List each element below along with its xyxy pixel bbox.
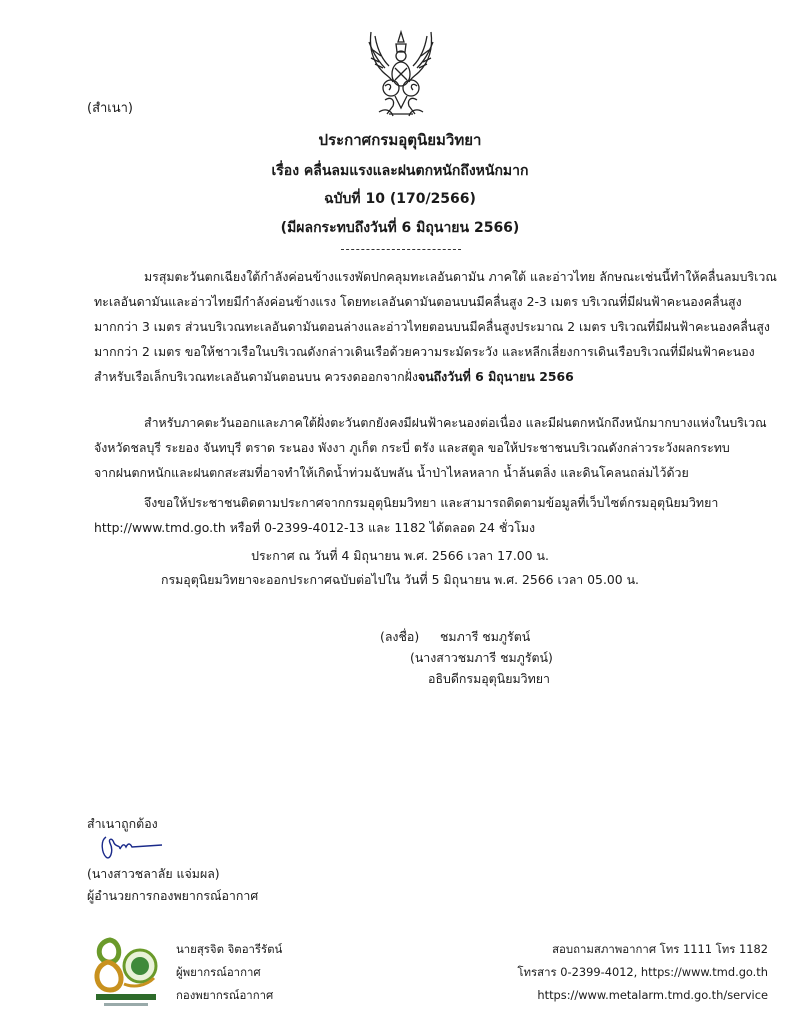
certifier-name: (นางสาวชลาลัย แจ่มผล) bbox=[87, 866, 220, 881]
announcement-effective-date: (มีผลกระทบถึงวันที่ 6 มิถุนายน 2566) bbox=[280, 220, 520, 236]
paragraph-line: จังหวัดชลบุรี ระยอง จันทบุรี ตราด ระนอง พังงา ภูเก็ต กระบี่ ตรัง และสตูล ขอให้ประชาชนบริเวณดังกล่าวระวังผลกระทบ bbox=[94, 440, 730, 455]
paragraph-line: มรสุมตะวันตกเฉียงใต้กำลังค่อนข้างแรงพัดปกคลุมทะเลอันดามัน ภาคใต้ และอ่าวไทย ลักษณะเช่นนี้ทำให้คลื่นลมบริเวณ bbox=[144, 269, 777, 284]
paragraph-emphasis: จนถึงวันที่ 6 มิถุนายน 2566 bbox=[417, 369, 574, 384]
signatory-position: อธิบดีกรมอุตุนิยมวิทยา bbox=[428, 671, 550, 686]
garuda-emblem-icon bbox=[365, 28, 437, 120]
announced-at: ประกาศ ณ วันที่ 4 มิถุนายน พ.ศ. 2566 เวลา 17.00 น. bbox=[251, 548, 549, 563]
signatory-full-name: (นางสาวชมภารี ชมภูรัตน์) bbox=[410, 650, 553, 665]
dashed-separator bbox=[341, 249, 461, 250]
paragraph-line bbox=[94, 364, 714, 389]
paragraph-line: ทะเลอันดามันและอ่าวไทยมีกำลังค่อนข้างแรง โดยทะเลอันดามันตอนบนมีคลื่นสูง 2-3 เมตร บริเวณที่มีฝนฟ้าคะนองคลื่นสูง bbox=[94, 294, 742, 309]
contact-info bbox=[517, 938, 768, 1007]
paragraph-line: จากฝนตกหนักและฝนตกสะสมที่อาจทำให้เกิดน้ำท่วมฉับพลัน น้ำป่าไหลหลาก น้ำล้นตลิ่ง และดินโคลนถล่มไว้ด้วย bbox=[94, 465, 689, 480]
fax-and-website: โทรสาร 0-2399-4012, https://www.tmd.go.th bbox=[517, 965, 768, 979]
signatory-name: ชมภารี ชมภูรัตน์ bbox=[440, 629, 531, 644]
forecaster-info bbox=[176, 938, 282, 1007]
tmd-80-anniversary-logo-icon bbox=[88, 934, 164, 1010]
copy-mark: (สำเนา) bbox=[87, 101, 134, 116]
paragraph-rain-warning bbox=[94, 410, 767, 485]
next-issue: กรมอุตุนิยมวิทยาจะออกประกาศฉบับต่อไปใน วันที่ 5 มิถุนายน พ.ศ. 2566 เวลา 05.00 น. bbox=[160, 572, 639, 587]
forecaster-role: ผู้พยากรณ์อากาศ bbox=[176, 965, 261, 979]
forecaster-name: นายสุรจิต จิตอารีรัตน์ bbox=[176, 942, 283, 956]
forecaster-division: กองพยากรณ์อากาศ bbox=[176, 988, 274, 1002]
announcement-subject: เรื่อง คลื่นลมแรงและฝนตกหนักถึงหนักมาก bbox=[271, 163, 529, 179]
paragraph-line: จึงขอให้ประชาชนติดตามประกาศจากกรมอุตุนิยมวิทยา และสามารถติดตามข้อมูลที่เว็บไซต์กรมอุตุนิยมวิทยา bbox=[144, 495, 719, 510]
metalarm-link[interactable]: https://www.metalarm.tmd.go.th/service bbox=[537, 988, 768, 1002]
paragraph-contact bbox=[94, 490, 719, 540]
paragraph-line: สำหรับภาคตะวันออกและภาคใต้ฝั่งตะวันตกยังคงมีฝนฟ้าคะนองต่อเนื่อง และมีฝนตกหนักถึงหนักมากบางแห่งในบริเวณ bbox=[144, 415, 767, 430]
weather-hotline: สอบถามสภาพอากาศ โทร 1111 โทร 1182 bbox=[552, 942, 768, 956]
handwritten-signature-icon bbox=[96, 833, 166, 863]
paragraph-marine-warning bbox=[94, 264, 777, 389]
announcement-title: ประกาศกรมอุตุนิยมวิทยา bbox=[318, 131, 482, 149]
paragraph-text: สำหรับเรือเล็กบริเวณทะเลอันดามันตอนบน ควรงดออกจากฝั่ง bbox=[94, 369, 418, 384]
paragraph-line: มากกว่า 3 เมตร ส่วนบริเวณทะเลอันดามันตอนล่างและอ่าวไทยตอนบนมีคลื่นสูงประมาณ 2 เมตร บริเวณที่มีฝนฟ้าคะนองคลื่นสูง bbox=[94, 319, 770, 334]
signatory-block bbox=[380, 626, 553, 689]
signed-label: (ลงชื่อ) bbox=[380, 629, 420, 644]
announcement-issue: ฉบับที่ 10 (170/2566) bbox=[324, 191, 476, 207]
certifier-position: ผู้อำนวยการกองพยากรณ์อากาศ bbox=[87, 888, 259, 903]
paragraph-line: มากกว่า 2 เมตร ขอให้ชาวเรือในบริเวณดังกล่าวเดินเรือด้วยความระมัดระวัง และหลีกเลี่ยงการเดินเรือบริเวณที่มีฝนฟ้าคะนอง bbox=[94, 344, 755, 359]
certified-copy-label: สำเนาถูกต้อง bbox=[87, 816, 158, 831]
paragraph-line: http://www.tmd.go.th หรือที่ 0-2399-4012-13 และ 1182 ได้ตลอด 24 ชั่วโมง bbox=[94, 520, 536, 535]
